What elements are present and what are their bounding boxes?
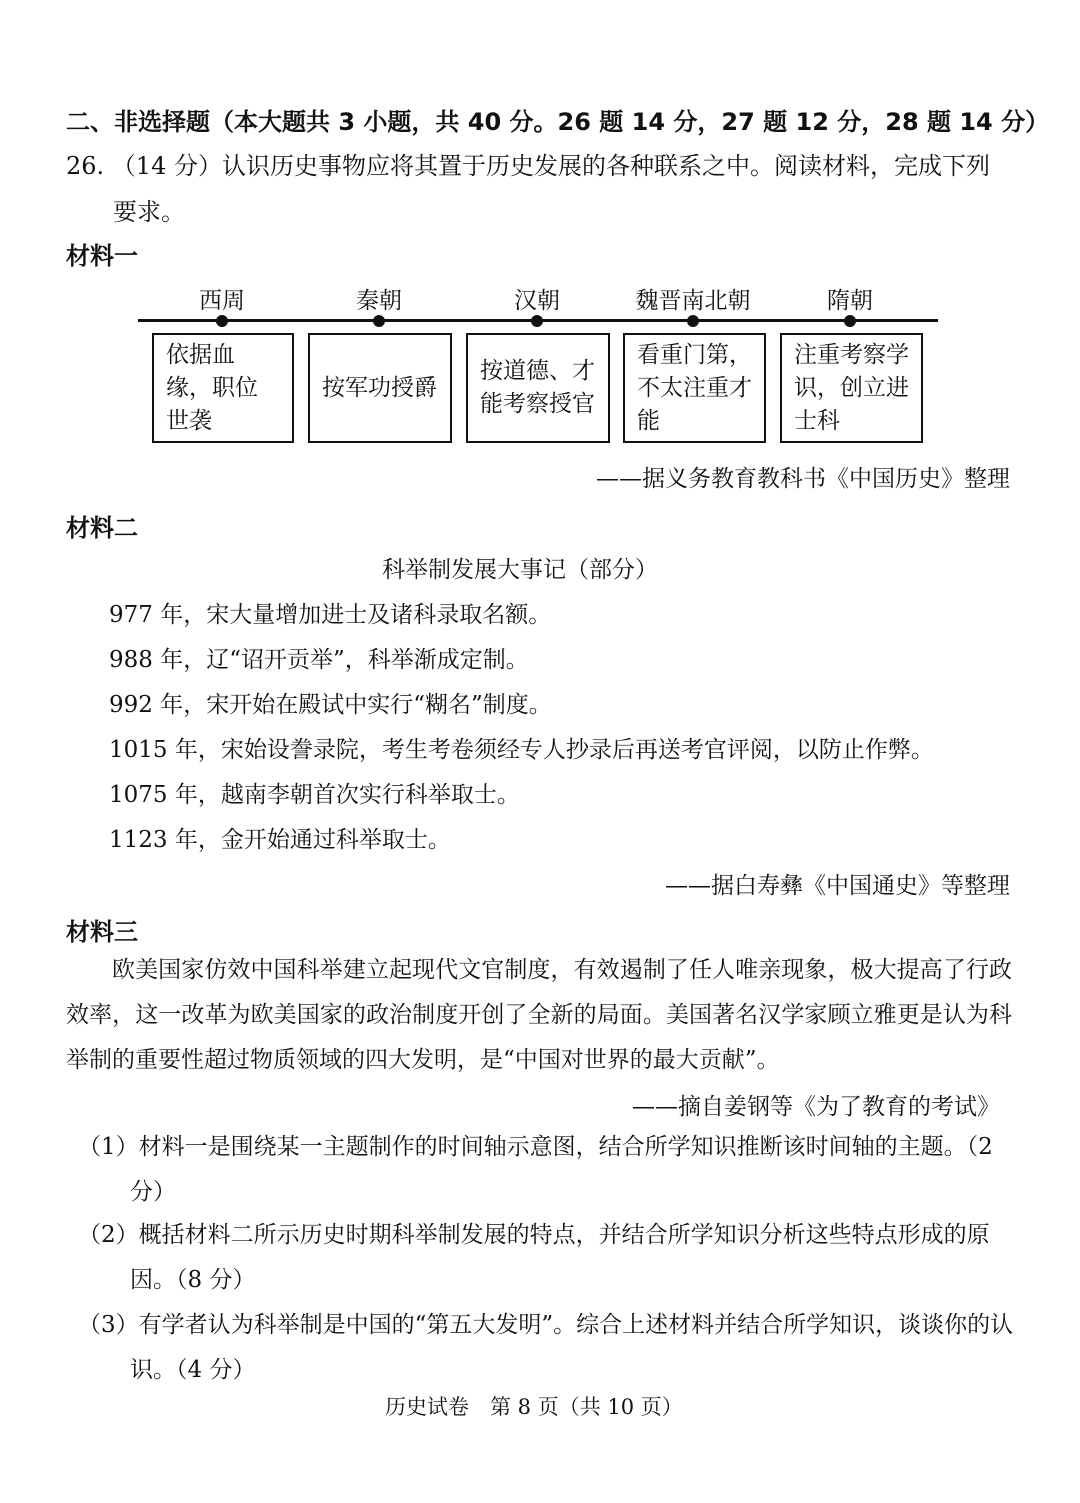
section-heading: 二、非选择题（本大题共 3 小题，共 40 分。26 题 14 分，27 题 12 分，28 题 14 分） xyxy=(66,108,1050,136)
timeline-box xyxy=(466,333,610,443)
timeline-box-text: 依据血缘，职位世袭 xyxy=(166,341,258,434)
material2-title: 科举制发展大事记（部分） xyxy=(382,557,658,583)
material2-label: 材料二 xyxy=(66,514,138,542)
event-item: 977 年，宋大量增加进士及诸科录取名额。 xyxy=(109,602,552,628)
event-item: 1123 年，金开始通过科举取士。 xyxy=(109,827,451,853)
timeline-dot xyxy=(216,315,228,327)
timeline-box xyxy=(623,333,766,443)
timeline-era: 汉朝 xyxy=(514,288,560,314)
question-item: （3）有学者认为科举制是中国的“第五大发明”。综合上述材料并结合所学知识，谈谈你的认识。（4 分） xyxy=(78,1312,1014,1383)
timeline-box-text: 看重门第，不太注重才能 xyxy=(637,341,752,434)
timeline-dot xyxy=(373,315,385,327)
page-footer: 历史试卷 第 8 页（共 10 页） xyxy=(385,1395,683,1419)
material1-source: ——据义务教育教科书《中国历史》整理 xyxy=(596,466,1010,492)
material1-label: 材料一 xyxy=(66,242,138,270)
question-intro-line2: 要求。 xyxy=(113,198,185,226)
timeline-dot xyxy=(844,315,856,327)
timeline-box xyxy=(780,333,923,443)
timeline-era: 魏晋南北朝 xyxy=(635,288,751,314)
material3-source: ——摘自姜钢等《为了教育的考试》 xyxy=(632,1094,1000,1120)
material3-label: 材料三 xyxy=(66,918,138,946)
material3-paragraph: 欧美国家仿效中国科举建立起现代文官制度，有效遏制了任人唯亲现象，极大提高了行政效率，这一改革为欧美国家的政治制度开创了全新的局面。美国著名汉学家顾立雅更是认为科举制的重要性超过物质领域的四大发明，是“中国对世界的最大贡献”。 xyxy=(66,957,1012,1073)
timeline-era: 秦朝 xyxy=(356,288,402,314)
question-intro-line1: 26. （14 分）认识历史事物应将其置于历史发展的各种联系之中。阅读材料，完成下列 xyxy=(66,152,990,180)
timeline-box-text: 按军功授爵 xyxy=(322,374,437,401)
event-item: 1015 年，宋始设誊录院，考生考卷须经专人抄录后再送考官评阅，以防止作弊。 xyxy=(109,737,934,763)
timeline-dot xyxy=(687,315,699,327)
question-item: （1）材料一是围绕某一主题制作的时间轴示意图，结合所学知识推断该时间轴的主题。（2 分） xyxy=(78,1134,993,1205)
question-item: （2）概括材料二所示历史时期科举制发展的特点，并结合所学知识分析这些特点形成的原因。（8 分） xyxy=(78,1222,990,1293)
timeline-era: 隋朝 xyxy=(827,288,873,314)
event-item: 992 年，宋开始在殿试中实行“糊名”制度。 xyxy=(109,692,552,718)
timeline-box xyxy=(152,333,294,443)
timeline-era: 西周 xyxy=(199,288,245,314)
timeline-dot xyxy=(531,315,543,327)
timeline-box-text: 按道德、才能考察授官 xyxy=(480,358,595,417)
timeline-box-text: 注重考察学识，创立进士科 xyxy=(794,341,909,434)
timeline-box xyxy=(308,333,452,443)
event-item: 988 年，辽“诏开贡举”，科举渐成定制。 xyxy=(109,647,529,673)
event-item: 1075 年，越南李朝首次实行科举取士。 xyxy=(109,782,520,808)
material2-source: ——据白寿彝《中国通史》等整理 xyxy=(665,873,1010,899)
